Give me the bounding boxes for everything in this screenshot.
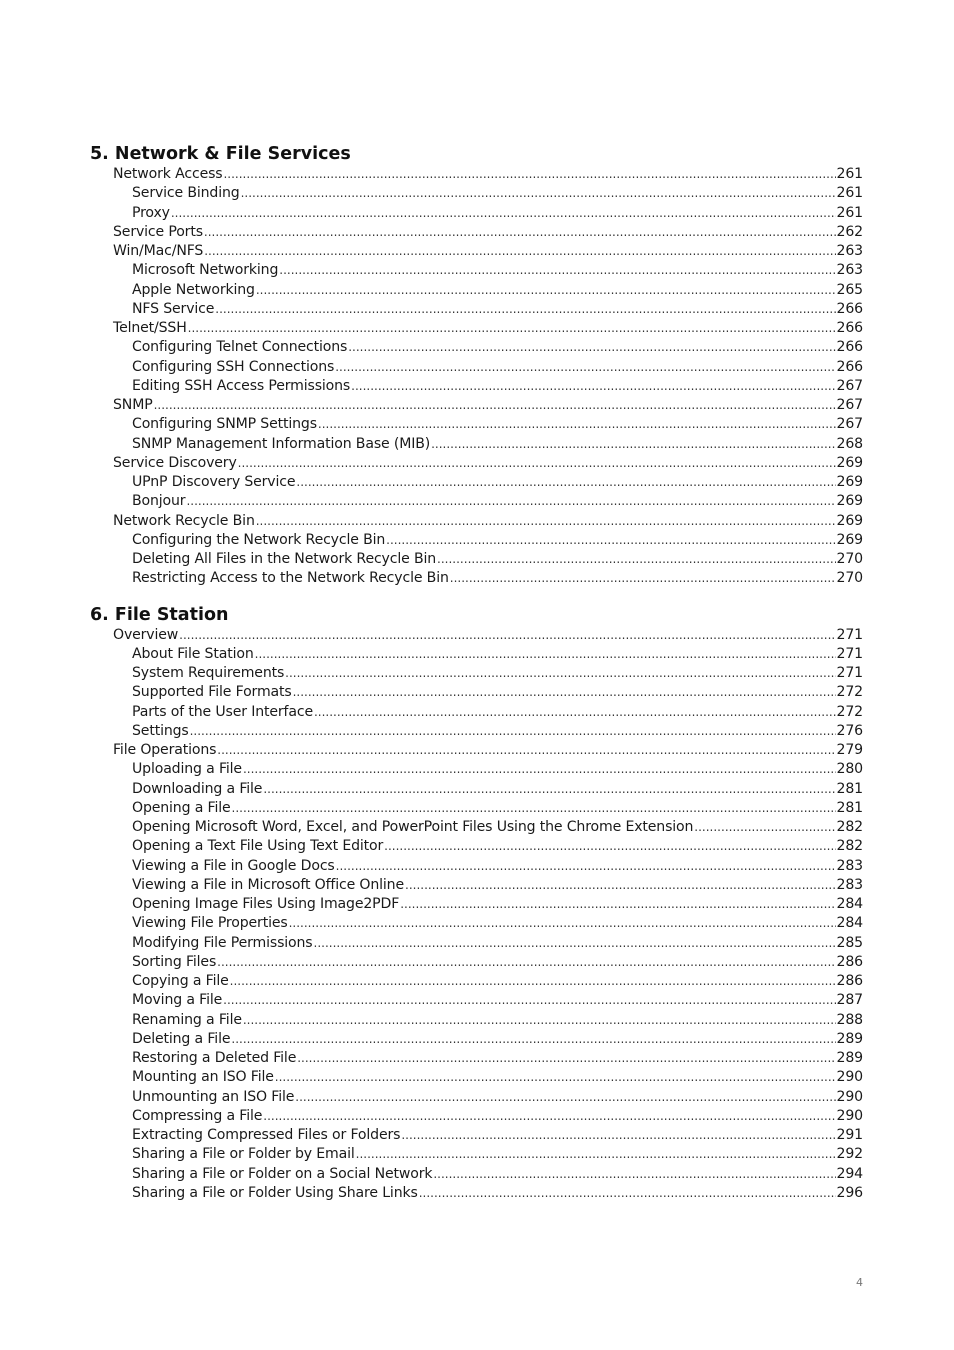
toc-entry[interactable] xyxy=(90,741,863,760)
toc-entry-page: 272 xyxy=(836,684,863,701)
toc-entry-page: 294 xyxy=(836,1165,863,1182)
dot-leader xyxy=(401,1126,835,1145)
toc-entry-title: Sharing a File or Folder on a Social Network xyxy=(132,1165,433,1182)
toc-entry-title: SNMP xyxy=(113,397,153,413)
dot-leader xyxy=(318,415,836,434)
toc-entry[interactable] xyxy=(90,876,863,895)
toc-entry-title: Viewing a File in Google Docs xyxy=(132,857,335,874)
toc-entry-title: Service Ports xyxy=(113,223,203,240)
toc-entry[interactable] xyxy=(90,223,863,242)
toc-entry-page: 266 xyxy=(836,339,863,356)
toc-entry-page: 290 xyxy=(836,1069,863,1086)
toc-entry-page: 283 xyxy=(836,857,863,874)
toc-entry[interactable] xyxy=(90,165,863,184)
dot-leader xyxy=(188,319,836,338)
toc-entry-title: Modifying File Permissions xyxy=(132,934,313,951)
dot-leader xyxy=(217,953,835,972)
dot-leader xyxy=(255,645,836,664)
toc-entry-page: 280 xyxy=(836,761,863,778)
toc-entry-title: Proxy xyxy=(132,204,170,221)
toc-entry-page: 269 xyxy=(836,512,863,529)
dot-leader xyxy=(179,626,835,645)
dot-leader xyxy=(694,818,835,837)
toc-entry-title: Opening a File xyxy=(132,799,231,816)
toc-entry[interactable] xyxy=(90,435,863,454)
dot-leader xyxy=(279,261,835,280)
toc-entry[interactable] xyxy=(90,319,863,338)
toc-entry-page: 266 xyxy=(836,300,863,317)
toc-entry-title: Deleting All Files in the Network Recycle Bin xyxy=(132,551,437,567)
dot-leader xyxy=(243,1011,836,1030)
dot-leader xyxy=(431,435,835,454)
toc-entry-page: 269 xyxy=(836,531,863,548)
toc-entry-title: Overview xyxy=(113,626,179,643)
toc-entry-title: Telnet/SSH xyxy=(113,320,187,336)
toc-entry[interactable] xyxy=(90,261,863,280)
toc-section-network-file-services xyxy=(90,143,863,589)
toc-entry-page: 285 xyxy=(836,934,863,951)
toc-entry-title: Downloading a File xyxy=(132,780,263,797)
toc-entry-page: 261 xyxy=(836,204,863,221)
toc-entry-title: Sharing a File or Folder by Email xyxy=(132,1146,355,1163)
toc-entry-title: Service Binding xyxy=(132,185,240,202)
toc-entry[interactable] xyxy=(90,722,863,741)
toc-entry[interactable] xyxy=(90,934,863,953)
toc-entry-page: 283 xyxy=(836,876,863,893)
toc-entry-page: 282 xyxy=(836,819,863,835)
toc-entry-title: Editing SSH Access Permissions xyxy=(132,377,351,394)
toc-entry-page: 282 xyxy=(836,838,863,855)
toc-entry-page: 290 xyxy=(836,1088,863,1105)
toc-entry-page: 281 xyxy=(836,780,863,797)
toc-entry[interactable] xyxy=(90,972,863,991)
toc-entry[interactable] xyxy=(90,818,863,837)
dot-leader xyxy=(232,799,836,818)
toc-entry-title: System Requirements xyxy=(132,665,285,681)
toc-entry-title: Sorting Files xyxy=(132,953,217,970)
toc-entry[interactable] xyxy=(90,914,863,933)
dot-leader xyxy=(433,1165,835,1184)
toc-entry-page: 287 xyxy=(836,992,863,1009)
dot-leader xyxy=(336,857,836,876)
dot-leader xyxy=(293,683,836,702)
toc-entry-title: Configuring Telnet Connections xyxy=(132,339,348,356)
toc-entry-title: Renaming a File xyxy=(132,1011,242,1028)
toc-entry[interactable] xyxy=(90,204,863,223)
toc-entry-title: Viewing File Properties xyxy=(132,915,288,932)
toc-entry[interactable] xyxy=(90,645,863,664)
toc-entry-title: Extracting Compressed Files or Folders xyxy=(132,1127,401,1143)
toc-entry[interactable] xyxy=(90,1049,863,1068)
toc-entry-page: 269 xyxy=(836,474,863,490)
toc-entry-page: 271 xyxy=(836,665,863,681)
dot-leader xyxy=(243,760,836,779)
dot-leader xyxy=(204,223,836,242)
toc-entry-page: 296 xyxy=(836,1184,863,1201)
page-number: 4 xyxy=(856,1276,863,1289)
dot-leader xyxy=(154,396,836,415)
toc-entry[interactable] xyxy=(90,837,863,856)
dot-leader xyxy=(238,454,836,473)
toc-entries xyxy=(90,165,863,589)
toc-entries xyxy=(90,626,863,1204)
toc-entry-page: 286 xyxy=(836,973,863,989)
toc-entry[interactable] xyxy=(90,953,863,972)
toc-entry[interactable] xyxy=(90,492,863,511)
toc-entry-title: Uploading a File xyxy=(132,761,242,778)
toc-entry-title: Unmounting an ISO File xyxy=(132,1088,295,1105)
toc-entry-page: 262 xyxy=(836,223,863,240)
dot-leader xyxy=(419,1184,836,1203)
toc-entry[interactable] xyxy=(90,358,863,377)
dot-leader xyxy=(384,837,835,856)
toc-entry-title: Apple Networking xyxy=(132,281,255,298)
dot-leader xyxy=(314,934,836,953)
toc-entry-page: 263 xyxy=(836,262,863,279)
toc-entry[interactable] xyxy=(90,1068,863,1087)
toc-entry-title: Network Access xyxy=(113,166,223,182)
toc-entry[interactable] xyxy=(90,281,863,300)
toc-entry-page: 279 xyxy=(836,742,863,758)
toc-entry-page: 261 xyxy=(836,166,863,182)
toc-entry-title: Opening Image Files Using Image2PDF xyxy=(132,896,400,912)
dot-leader xyxy=(348,338,835,357)
dot-leader xyxy=(450,569,836,588)
toc-entry-page: 292 xyxy=(836,1146,863,1163)
toc-entry-page: 269 xyxy=(836,493,863,510)
dot-leader xyxy=(285,664,835,683)
toc-entry-page: 267 xyxy=(836,397,863,413)
section-title[interactable]: 6. File Station xyxy=(90,604,229,625)
toc-entry-page: 291 xyxy=(836,1127,863,1143)
toc-entry-title: Bonjour xyxy=(132,493,186,510)
toc-entry[interactable] xyxy=(90,1107,863,1126)
dot-leader xyxy=(400,895,835,914)
dot-leader xyxy=(314,703,836,722)
toc-entry-page: 284 xyxy=(836,896,863,912)
dot-leader xyxy=(186,492,835,511)
toc-entry-title: Network Recycle Bin xyxy=(113,512,255,529)
toc-entry-page: 263 xyxy=(836,243,863,259)
toc-entry-title: File Operations xyxy=(113,742,217,758)
toc-entry[interactable] xyxy=(90,377,863,396)
table-of-contents xyxy=(90,143,863,1203)
toc-entry-page: 288 xyxy=(836,1011,863,1028)
dot-leader xyxy=(223,991,835,1010)
toc-entry-page: 267 xyxy=(836,416,863,433)
toc-entry-title: Service Discovery xyxy=(113,454,237,471)
toc-entry-title: Configuring the Network Recycle Bin xyxy=(132,531,386,548)
dot-leader xyxy=(231,1030,835,1049)
toc-entry-page: 267 xyxy=(836,377,863,394)
toc-entry-title: Restricting Access to the Network Recycle Bin xyxy=(132,570,449,587)
toc-entry-title: Settings xyxy=(132,722,189,739)
toc-entry[interactable] xyxy=(90,799,863,818)
toc-entry-title: Sharing a File or Folder Using Share Links xyxy=(132,1184,418,1201)
toc-entry-page: 266 xyxy=(836,320,863,336)
toc-entry-title: UPnP Discovery Service xyxy=(132,474,296,490)
toc-entry-page: 271 xyxy=(836,645,863,662)
toc-entry-page: 270 xyxy=(836,551,863,567)
toc-entry-title: Deleting a File xyxy=(132,1030,231,1047)
toc-entry-page: 270 xyxy=(836,570,863,587)
dot-leader xyxy=(289,914,836,933)
toc-entry-page: 269 xyxy=(836,454,863,471)
dot-leader xyxy=(263,780,835,799)
toc-entry-title: Configuring SSH Connections xyxy=(132,358,335,375)
toc-entry-page: 289 xyxy=(836,1050,863,1066)
toc-entry[interactable] xyxy=(90,242,863,261)
toc-entry-title: Mounting an ISO File xyxy=(132,1069,274,1086)
toc-entry-title: Moving a File xyxy=(132,992,223,1009)
toc-entry-title: Opening Microsoft Word, Excel, and PowerPoint Files Using the Chrome Extension xyxy=(132,819,694,835)
dot-leader xyxy=(204,242,835,261)
toc-entry-title: Viewing a File in Microsoft Office Online xyxy=(132,876,404,893)
dot-leader xyxy=(215,300,835,319)
toc-entry[interactable] xyxy=(90,703,863,722)
toc-entry-page: 272 xyxy=(836,703,863,720)
toc-entry-title: Configuring SNMP Settings xyxy=(132,416,317,433)
toc-entry-title: SNMP Management Information Base (MIB) xyxy=(132,435,431,452)
dot-leader xyxy=(241,184,836,203)
toc-entry[interactable] xyxy=(90,415,863,434)
toc-entry-page: 286 xyxy=(836,953,863,970)
toc-entry[interactable] xyxy=(90,1126,863,1145)
toc-entry[interactable] xyxy=(90,338,863,357)
toc-entry-title: Parts of the User Interface xyxy=(132,703,313,720)
dot-leader xyxy=(256,281,836,300)
toc-entry[interactable] xyxy=(90,683,863,702)
toc-section-file-station xyxy=(90,604,863,1204)
dot-leader xyxy=(190,722,836,741)
dot-leader xyxy=(295,1088,835,1107)
dot-leader xyxy=(171,204,836,223)
toc-entry[interactable] xyxy=(90,664,863,683)
toc-entry-title: Microsoft Networking xyxy=(132,262,279,279)
dot-leader xyxy=(405,876,836,895)
dot-leader xyxy=(263,1107,835,1126)
toc-entry-title: Win/Mac/NFS xyxy=(113,243,204,259)
toc-entry[interactable] xyxy=(90,857,863,876)
toc-entry-title: About File Station xyxy=(132,645,254,662)
dot-leader xyxy=(356,1145,836,1164)
toc-entry[interactable] xyxy=(90,895,863,914)
toc-entry[interactable] xyxy=(90,184,863,203)
toc-entry-title: Restoring a Deleted File xyxy=(132,1050,297,1066)
toc-entry-page: 261 xyxy=(836,185,863,202)
toc-entry-page: 266 xyxy=(836,358,863,375)
toc-entry[interactable] xyxy=(90,550,863,569)
toc-entry[interactable] xyxy=(90,1088,863,1107)
toc-entry-page: 284 xyxy=(836,915,863,932)
toc-entry-title: Opening a Text File Using Text Editor xyxy=(132,838,384,855)
dot-leader xyxy=(386,531,835,550)
dot-leader xyxy=(296,473,835,492)
toc-entry[interactable] xyxy=(90,626,863,645)
dot-leader xyxy=(335,358,835,377)
toc-entry-page: 268 xyxy=(836,435,863,452)
toc-entry-page: 271 xyxy=(836,626,863,643)
toc-entry[interactable] xyxy=(90,531,863,550)
toc-entry[interactable] xyxy=(90,1030,863,1049)
toc-entry[interactable] xyxy=(90,1165,863,1184)
dot-leader xyxy=(297,1049,835,1068)
toc-entry[interactable] xyxy=(90,569,863,588)
toc-entry-page: 276 xyxy=(836,722,863,739)
toc-entry[interactable] xyxy=(90,991,863,1010)
dot-leader xyxy=(256,512,836,531)
toc-entry-title: Compressing a File xyxy=(132,1107,263,1124)
toc-entry[interactable] xyxy=(90,1011,863,1030)
dot-leader xyxy=(223,165,835,184)
dot-leader xyxy=(437,550,836,569)
toc-entry[interactable] xyxy=(90,473,863,492)
toc-entry-title: NFS Service xyxy=(132,300,215,317)
dot-leader xyxy=(217,741,835,760)
toc-entry[interactable] xyxy=(90,512,863,531)
toc-entry[interactable] xyxy=(90,1184,863,1203)
toc-entry[interactable] xyxy=(90,396,863,415)
toc-entry[interactable] xyxy=(90,780,863,799)
dot-leader xyxy=(351,377,835,396)
toc-entry-page: 289 xyxy=(836,1030,863,1047)
dot-leader xyxy=(230,972,836,991)
toc-entry-title: Copying a File xyxy=(132,973,229,989)
dot-leader xyxy=(275,1068,836,1087)
toc-entry[interactable] xyxy=(90,454,863,473)
toc-entry[interactable] xyxy=(90,300,863,319)
toc-entry-title: Supported File Formats xyxy=(132,684,292,701)
toc-entry[interactable] xyxy=(90,1145,863,1164)
section-title[interactable]: 5. Network & File Services xyxy=(90,144,351,164)
toc-entry-page: 290 xyxy=(836,1107,863,1124)
toc-entry-page: 265 xyxy=(836,281,863,298)
toc-entry-page: 281 xyxy=(836,799,863,816)
toc-entry[interactable] xyxy=(90,760,863,779)
